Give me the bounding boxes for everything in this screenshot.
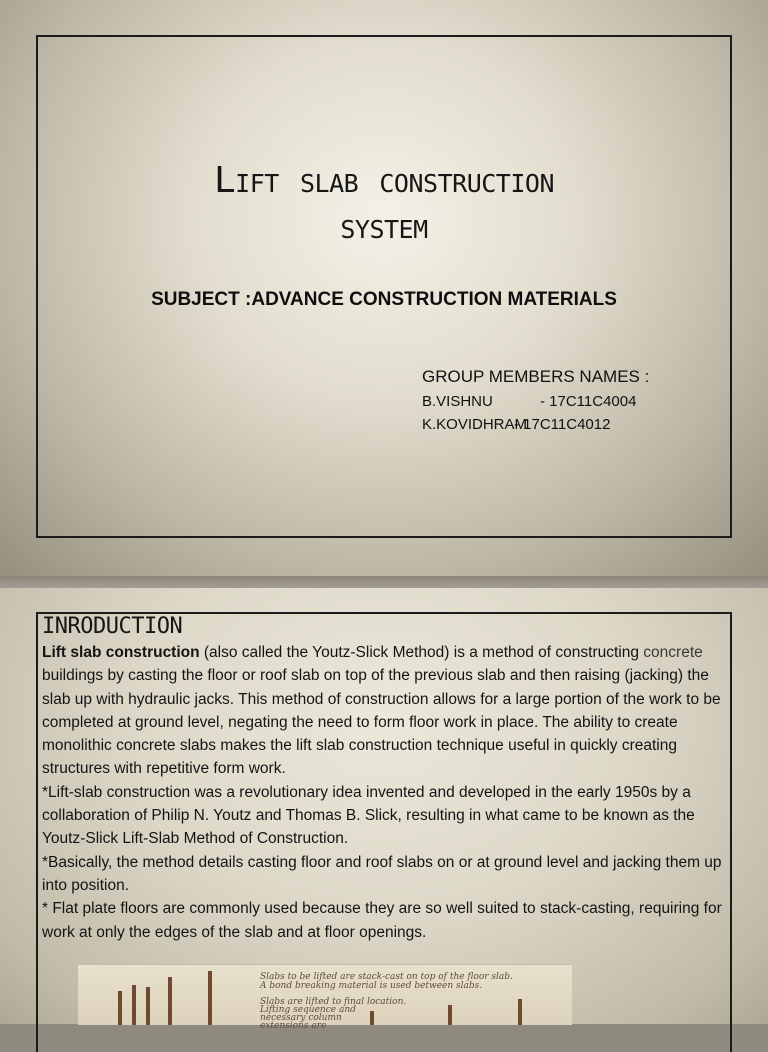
slide-title	[36, 158, 732, 250]
member-name: K.KOVIDHRAM	[422, 416, 528, 433]
term-lift-slab: Lift slab construction	[42, 644, 200, 661]
column-rod	[118, 991, 122, 1025]
paragraph-history: *Lift-slab construction was a revolutionary idea invented and developed in the early 1950s by a collaboration of Philip N. Youtz and Thomas B. Slick, resulting in what came to be known as the Youtz-Slick Lift-Slab Method of Construction.	[42, 783, 695, 848]
diagram-caption: Slabs to be lifted are stack-cast on top of the floor slab.	[260, 972, 513, 982]
diagram-caption: Lifting sequence and	[260, 1005, 356, 1015]
column-rod	[370, 1011, 374, 1025]
paragraph-text: buildings by casting the floor or roof slab on top of the previous slab and then raising (jacking) the slab up with hydraulic jacks. This method of construction allows for a large portion of the work to be completed at ground level, negating the need to form floor work in place. The ability to create monolithic concrete slabs makes the lift slab construction technique useful in quickly creating structures with repetitive form work.	[42, 667, 721, 778]
paragraph-method: *Basically, the method details casting floor and roof slabs on or at ground level and jacking them up into position.	[42, 853, 722, 894]
column-rod	[168, 977, 172, 1025]
paragraph-definition	[42, 641, 728, 781]
column-rod	[132, 985, 136, 1025]
diagram-caption: Slabs are lifted to final location.	[260, 997, 407, 1007]
introduction-body	[42, 641, 728, 944]
paragraph-flat-plate: * Flat plate floors are commonly used because they are so well suited to stack-casting, requiring for work at only the edges of the slab and at floor openings.	[42, 900, 722, 941]
diagram-caption: A bond breaking material is used between slabs.	[260, 981, 483, 991]
member-row-1	[422, 393, 637, 410]
introduction-slide	[0, 588, 768, 1031]
diagram-caption: extensions are	[260, 1021, 327, 1031]
slide-title-line-2: system	[340, 206, 428, 247]
member-id: - 17C11C4004	[540, 393, 637, 410]
concrete-link-text: concrete	[643, 644, 703, 661]
title-slide-frame	[36, 35, 732, 538]
subject-line: SUBJECT :ADVANCE CONSTRUCTION MATERIALS	[151, 289, 617, 310]
column-rod	[146, 987, 150, 1025]
slide-title-line-1: Lift slab construction	[214, 160, 554, 201]
member-id: - 17C11C4012	[514, 416, 611, 433]
slide-separator	[0, 576, 768, 588]
introduction-heading: INRODUCTION	[42, 614, 183, 639]
diagram-caption: necessary column	[260, 1013, 342, 1023]
members-heading: GROUP MEMBERS NAMES :	[422, 367, 650, 386]
lift-slab-diagram	[78, 964, 572, 1031]
column-rod	[448, 1005, 452, 1025]
paragraph-text: (also called the Youtz-Slick Method) is a method of constructing	[199, 644, 644, 661]
column-rod	[518, 999, 522, 1025]
member-name: B.VISHNU	[422, 393, 493, 410]
member-row-2	[422, 416, 611, 433]
column-rod	[208, 971, 212, 1025]
